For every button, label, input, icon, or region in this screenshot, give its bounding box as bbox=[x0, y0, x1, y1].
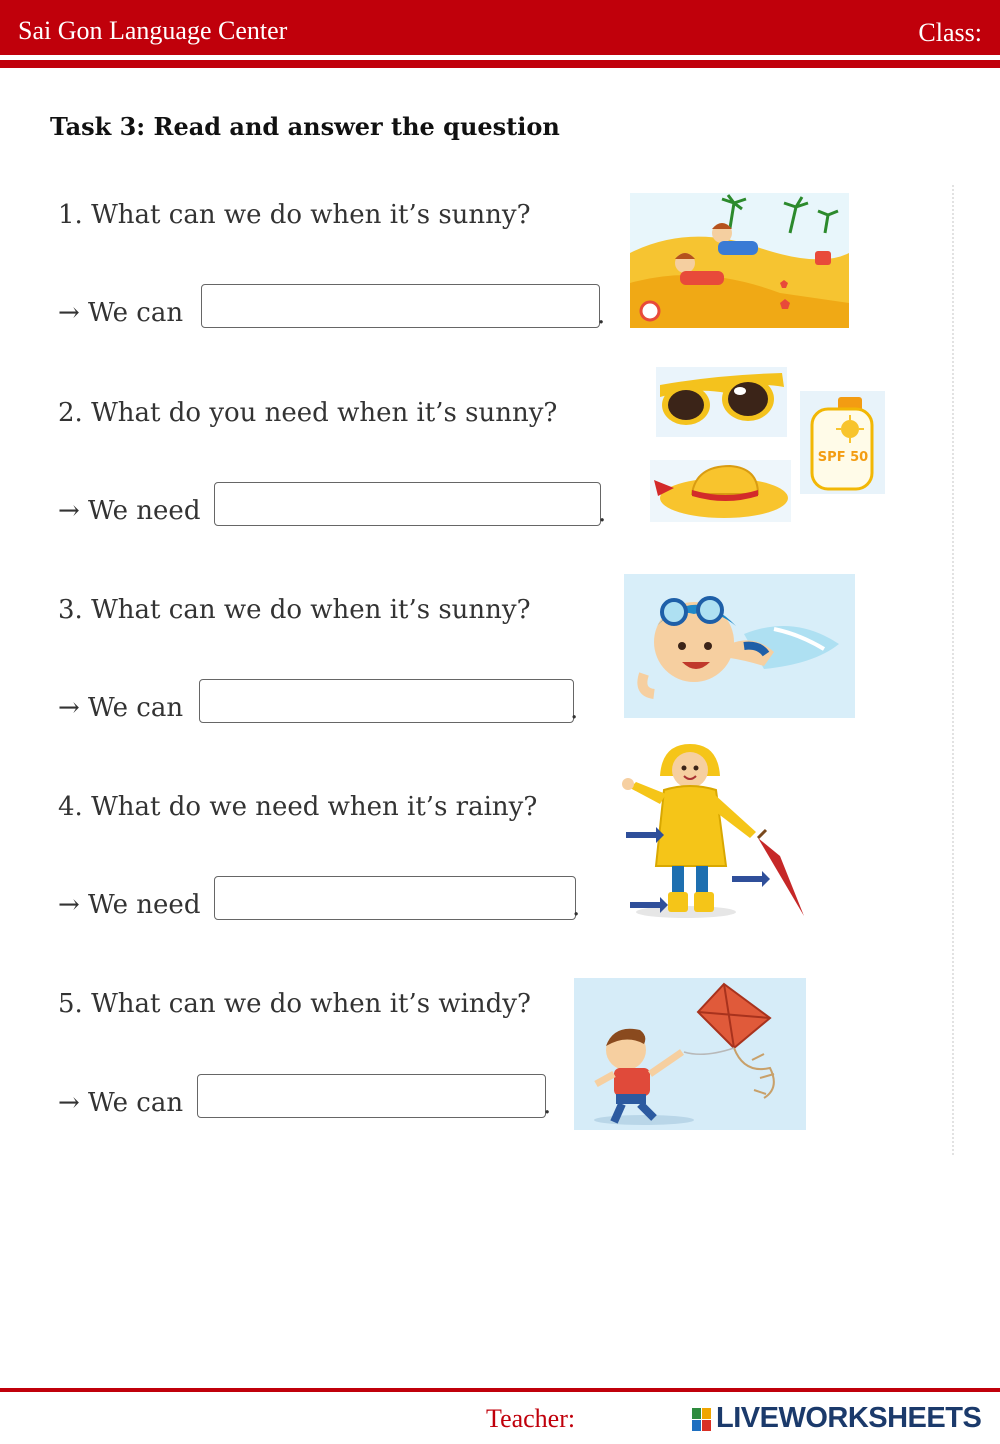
prompt-5: → We can bbox=[58, 1088, 184, 1118]
period: . bbox=[572, 892, 581, 922]
answer-input-5[interactable] bbox=[197, 1074, 546, 1118]
sunglasses-picture bbox=[656, 367, 787, 437]
answer-input-3[interactable] bbox=[199, 679, 574, 723]
period: . bbox=[570, 695, 579, 725]
answer-input-1[interactable] bbox=[201, 284, 600, 328]
period: . bbox=[597, 300, 606, 330]
question-4: 4. What do we need when it’s rainy? bbox=[58, 792, 538, 822]
sunscreen-bottle-picture bbox=[800, 391, 885, 494]
question-1: 1. What can we do when it’s sunny? bbox=[58, 200, 531, 230]
class-label: Class: bbox=[918, 18, 982, 47]
question-5: 5. What can we do when it’s windy? bbox=[58, 989, 531, 1019]
answer-input-2[interactable] bbox=[214, 482, 601, 526]
period: . bbox=[598, 498, 607, 528]
center-name: Sai Gon Language Center bbox=[18, 16, 288, 45]
prompt-4: → We need bbox=[58, 890, 201, 920]
kite-flying-boy-picture bbox=[574, 978, 806, 1130]
sunscreen-label: SPF 50 bbox=[817, 450, 869, 465]
beach-kids-picture bbox=[630, 193, 849, 328]
swimming-boy-picture bbox=[624, 574, 855, 718]
question-2: 2. What do you need when it’s sunny? bbox=[58, 398, 558, 428]
prompt-1: → We can bbox=[58, 298, 184, 328]
question-3: 3. What can we do when it’s sunny? bbox=[58, 595, 531, 625]
dotted-margin-guide bbox=[952, 185, 960, 1155]
header-bar bbox=[0, 0, 1000, 55]
sun-hat-picture bbox=[650, 460, 791, 522]
liveworksheets-logo-icon bbox=[692, 1408, 712, 1432]
prompt-3: → We can bbox=[58, 693, 184, 723]
prompt-2: → We need bbox=[58, 496, 201, 526]
header-divider bbox=[0, 60, 1000, 68]
liveworksheets-brand[interactable]: LIVEWORKSHEETS bbox=[716, 1402, 982, 1434]
footer-divider bbox=[0, 1388, 1000, 1392]
raincoat-boots-umbrella-picture bbox=[616, 742, 806, 920]
answer-input-4[interactable] bbox=[214, 876, 576, 920]
teacher-label: Teacher: bbox=[486, 1404, 576, 1433]
task-title: Task 3: Read and answer the question bbox=[50, 112, 560, 141]
period: . bbox=[543, 1090, 552, 1120]
